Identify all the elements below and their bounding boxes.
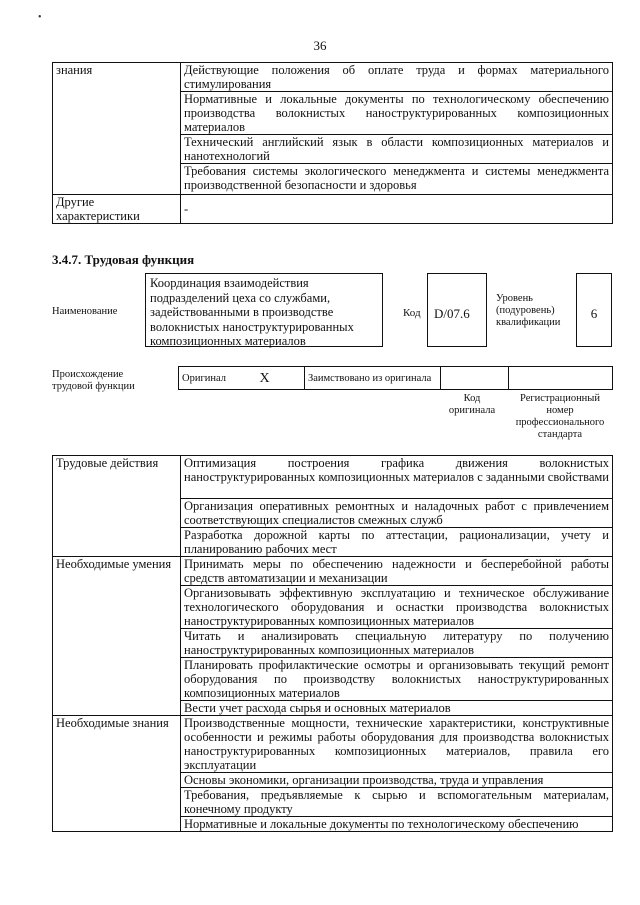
table-cell: Технический английский язык в области композиционных материалов и нанотехнологий bbox=[181, 135, 613, 164]
registration-number-cell bbox=[509, 367, 613, 390]
function-title: Координация взаимодействия подразделений цеха со службами, задействованными в производстве волокнистых наноструктурированных композиционных материалов bbox=[145, 273, 383, 347]
table-cell: Действующие положения об оплате труда и формах материального стимулирования bbox=[181, 63, 613, 92]
table-cell: Организация оперативных ремонтных и наладочных работ с привлечением соответствующих специалистов смежных служб bbox=[181, 499, 613, 528]
code-label: Код bbox=[403, 307, 421, 319]
table-cell: Вести учет расхода сырья и основных материалов bbox=[181, 701, 613, 716]
section-title: 3.4.7. Трудовая функция bbox=[52, 252, 195, 267]
row-label: Трудовые действия bbox=[53, 456, 181, 557]
table-row bbox=[53, 716, 613, 773]
row-label: Необходимые умения bbox=[53, 557, 181, 716]
table-cell: - bbox=[181, 195, 613, 224]
table-row bbox=[53, 195, 613, 224]
original-mark: X bbox=[257, 367, 305, 390]
origin-table bbox=[178, 366, 613, 390]
row-label: Необходимые знания bbox=[53, 716, 181, 832]
function-code: D/07.6 bbox=[427, 273, 487, 347]
table-cell: Основы экономики, организации производства, труда и управления bbox=[181, 773, 613, 788]
labor-function-table bbox=[52, 455, 613, 832]
table-cell: Требования, предъявляемые к сырью и вспомогательным материалам, конечному продукту bbox=[181, 788, 613, 817]
origin-label: Происхождение трудовой функции bbox=[52, 369, 135, 392]
table-cell: Нормативные и локальные документы по технологическому обеспечению bbox=[181, 817, 613, 832]
scan-mark: • bbox=[38, 12, 42, 23]
page-number: 36 bbox=[313, 38, 327, 53]
row-label: Другие характеристики bbox=[53, 195, 181, 224]
original-code-caption: Код оригинала bbox=[448, 393, 496, 416]
borrowed-label: Заимствовано из оригинала bbox=[305, 367, 441, 390]
registration-number-caption: Регистрационный номер профессионального стандарта bbox=[515, 393, 605, 440]
knowledge-table-continued bbox=[52, 62, 613, 224]
original-code-cell bbox=[441, 367, 509, 390]
table-cell: Производственные мощности, технические характеристики, конструктивные особенности и режимы работы оборудования для производства волокнистых наноструктурированных композиционных материалов, правила его эксплуатации bbox=[181, 716, 613, 773]
row-label: знания bbox=[53, 63, 181, 195]
original-label: Оригинал bbox=[179, 367, 257, 390]
table-cell: Планировать профилактические осмотры и организовывать текущий ремонт оборудования по производству волокнистых наноструктурированных композиционных материалов bbox=[181, 658, 613, 701]
level-label: Уровень (подуровень) квалификации bbox=[496, 293, 561, 328]
table-row bbox=[53, 456, 613, 499]
table-cell: Разработка дорожной карты по аттестации, рационализации, учету и планированию рабочих мест bbox=[181, 528, 613, 557]
table-cell: Нормативные и локальные документы по технологическому обеспечению производства волокнистых наноструктурированных композиционных материалов bbox=[181, 92, 613, 135]
table-row bbox=[53, 557, 613, 586]
table-row bbox=[179, 367, 613, 390]
table-cell: Принимать меры по обеспечению надежности и бесперебойной работы средств автоматизации и механизации bbox=[181, 557, 613, 586]
table-row bbox=[53, 63, 613, 92]
qualification-level: 6 bbox=[576, 273, 612, 347]
table-cell: Организовывать эффективную эксплуатацию и техническое обслуживание технологического оборудования и оснастки производства волокнистых наноструктурированных композиционных материалов bbox=[181, 586, 613, 629]
table-cell: Оптимизация построения графика движения волокнистых наноструктурированных композиционных материалов с заданными свойствами bbox=[181, 456, 613, 499]
table-cell: Требования системы экологического менеджмента и системы менеджмента производственной безопасности и здоровья bbox=[181, 164, 613, 195]
table-cell: Читать и анализировать специальную литературу по получению наноструктурированных композиционных материалов bbox=[181, 629, 613, 658]
name-label: Наименование bbox=[52, 306, 118, 317]
